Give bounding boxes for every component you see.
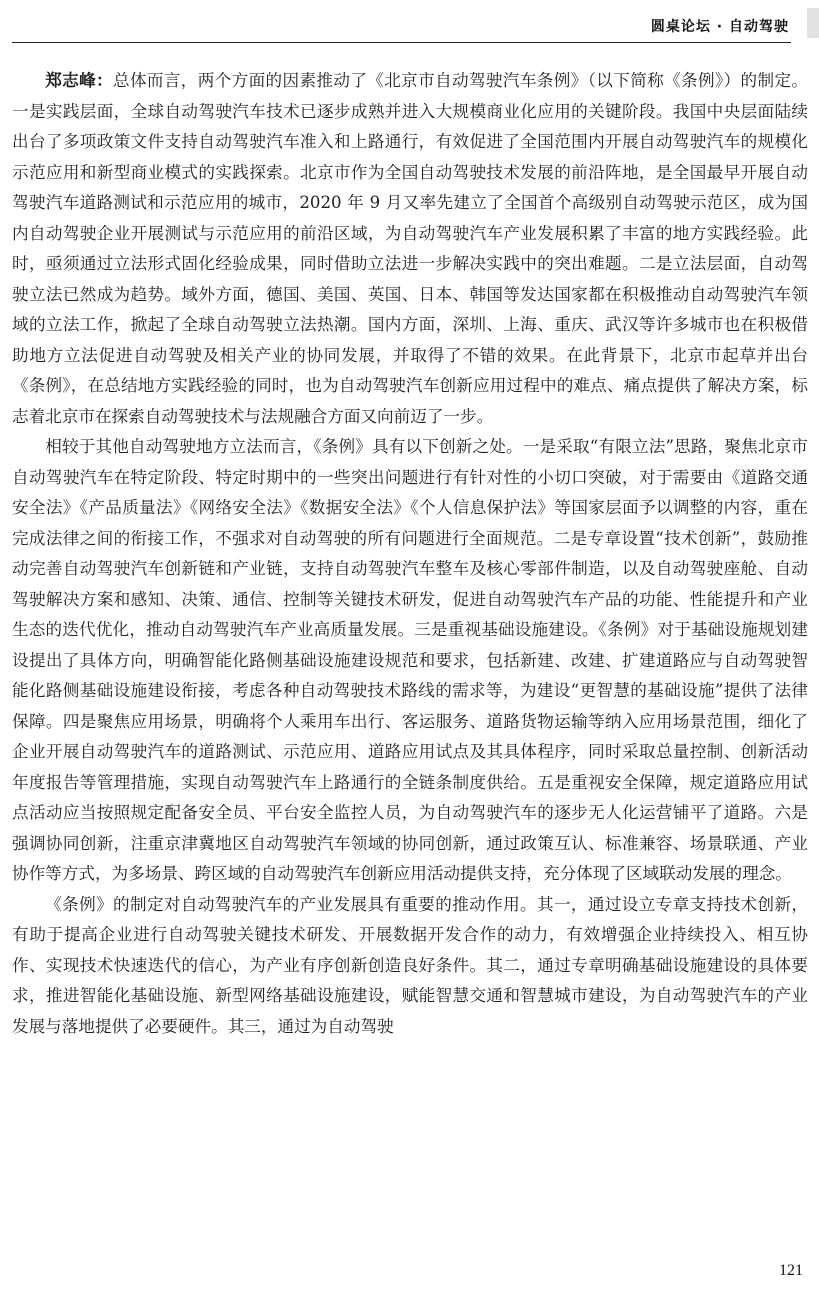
paragraph (12, 66, 808, 432)
header-rule (12, 42, 791, 43)
edge-tab-marker (807, 8, 819, 38)
article-body (12, 66, 808, 1042)
paragraph-text: 总体而言，两个方面的因素推动了《北京市自动驾驶汽车条例》（以下简称《条例》）的制定。一是实践层面，全球自动驾驶汽车技术已逐步成熟并进入大规模商业化应用的关键阶段。我国中央层面陆续出台了多项政策文件支持自动驾驶汽车准入和上路通行，有效促进了全国范围内开展自动驾驶汽车的规模化示范应用和新型商业模式的实践探索。北京市作为全国自动驾驶技术发展的前沿阵地，是全国最早开展自动驾驶汽车道路测试和示范应用的城市，2020 年 9 月又率先建立了全国首个高级别自动驾驶示范区，成为国内自动驾驶企业开展测试与示范应用的前沿区域，为自动驾驶汽车产业发展积累了丰富的地方实践经验。此时，亟须通过立法形式固化经验成果，同时借助立法进一步解决实践中的突出难题。二是立法层面，自动驾驶立法已然成为趋势。域外方面，德国、美国、英国、日本、韩国等发达国家都在积极推动自动驾驶汽车领域的立法工作，掀起了全球自动驾驶立法热潮。国内方面，深圳、上海、重庆、武汉等许多城市也在积极借助地方立法促进自动驾驶及相关产业的协同发展，并取得了不错的效果。在此背景下，北京市起草并出台《条例》，在总结地方实践经验的同时，也为自动驾驶汽车创新应用过程中的难点、痛点提供了解决方案，标志着北京市在探索自动驾驶技术与法规融合方面又向前迈了一步。 (12, 71, 808, 426)
page-number: 121 (779, 1262, 803, 1279)
paragraph: 《条例》的制定对自动驾驶汽车的产业发展具有重要的推动作用。其一，通过设立专章支持技术创新，有助于提高企业进行自动驾驶关键技术研发、开展数据开发合作的动力，有效增强企业持续投入、相互协作、实现技术快速迭代的信心，为产业有序创新创造良好条件。其二，通过专章明确基础设施建设的具体要求，推进智能化基础设施、新型网络基础设施建设，赋能智慧交通和智慧城市建设，为自动驾驶汽车的产业发展与落地提供了必要硬件。其三，通过为自动驾驶 (12, 894, 808, 1036)
paragraph: 相较于其他自动驾驶地方立法而言，《条例》具有以下创新之处。一是采取“有限立法”思路，聚焦北京市自动驾驶汽车在特定阶段、特定时期中的一些突出问题进行有针对性的小切口突破，对于需要由《道路交通安全法》《产品质量法》《网络安全法》《数据安全法》《个人信息保护法》等国家层面予以调整的内容，重在完成法律之间的衔接工作，不强求对自动驾驶的所有问题进行全面规范。二是专章设置“技术创新”，鼓励推动完善自动驾驶汽车创新链和产业链，支持自动驾驶汽车整车及核心零部件制造，以及自动驾驶座舱、自动驾驶解决方案和感知、决策、通信、控制等关键技术研发，促进自动驾驶汽车产品的功能、性能提升和产业生态的迭代优化，推动自动驾驶汽车产业高质量发展。三是重视基础设施建设。《条例》对于基础设施规划建设提出了具体方向，明确智能化路侧基础设施建设规范和要求，包括新建、改建、扩建道路应与自动驾驶智能化路侧基础设施建设衔接，考虑各种自动驾驶技术路线的需求等，为建设“更智慧的基础设施”提供了法律保障。四是聚焦应用场景，明确将个人乘用车出行、客运服务、道路货物运输等纳入应用场景范围，细化了企业开展自动驾驶汽车的道路测试、示范应用、道路应用试点及其具体程序，同时采取总量控制、创新活动年度报告等管理措施，实现自动驾驶汽车上路通行的全链条制度供给。五是重视安全保障，规定道路应用试点活动应当按照规定配备安全员、平台安全监控人员，为自动驾驶汽车的逐步无人化运营铺平了道路。六是强调协同创新，注重京津冀地区自动驾驶汽车领域的协同创新，通过政策互认、标准兼容、场景联通、产业协作等方式，为多场景、跨区域的自动驾驶汽车创新应用活动提供支持，充分体现了区域联动发展的理念。 (12, 437, 808, 883)
speaker-name: 郑志峰： (45, 71, 113, 90)
running-title: 圆桌论坛 · 自动驾驶 (650, 19, 789, 35)
page-header (0, 0, 819, 46)
